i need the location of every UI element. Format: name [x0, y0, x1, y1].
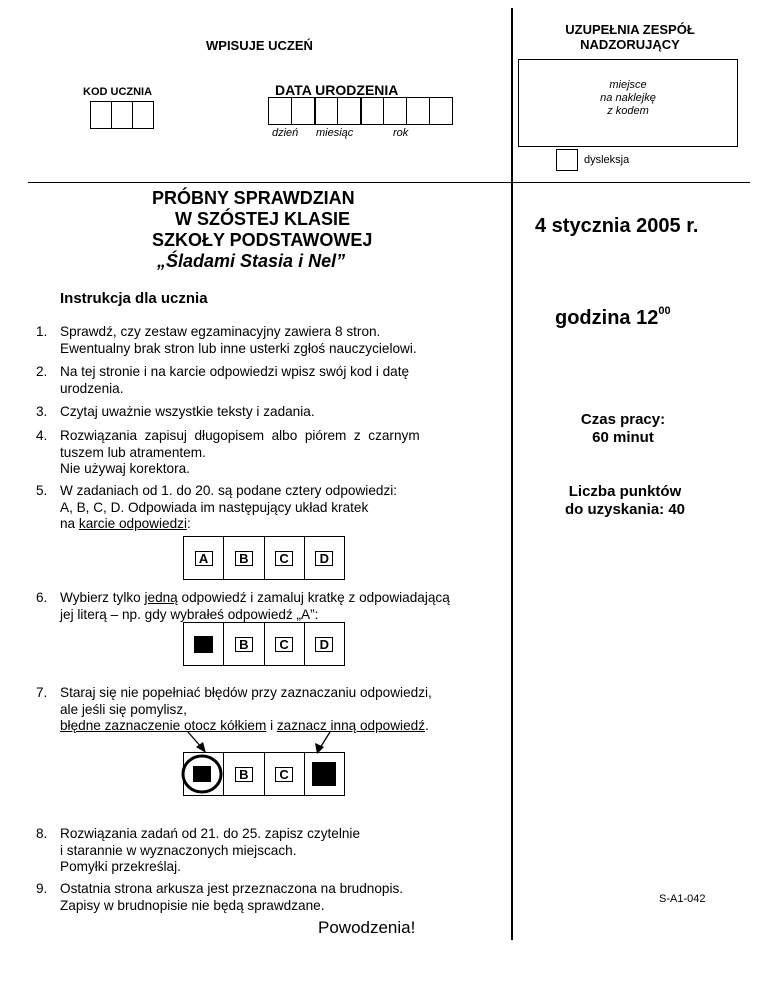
instruction-line: Ostatnia strona arkusza jest przeznaczona na brudnopis.: [60, 881, 404, 896]
instruction-number: 1.: [36, 324, 48, 339]
horizontal-divider: [28, 182, 750, 183]
filled-mark: [194, 636, 213, 653]
letter-d: D: [315, 551, 333, 566]
birth-date-label: DATA URODZENIA: [275, 82, 399, 98]
hour-superscript: 00: [658, 305, 671, 317]
instruction-line: Czytaj uważnie wszystkie teksty i zadania.: [60, 404, 315, 419]
instruction-line: A, B, C, D. Odpowiada im następujący układ kratek: [60, 499, 369, 515]
letter-d: D: [315, 637, 333, 652]
exam-date: 4 stycznia 2005 r.: [535, 215, 699, 237]
answer-cell-b: [224, 537, 264, 579]
answer-cell-c: [265, 537, 305, 579]
instruction-number: 7.: [36, 685, 48, 700]
instruction-line: Sprawdź, czy zestaw egzaminacyjny zawiera 8 stron.: [60, 324, 381, 339]
dyslexia-checkbox[interactable]: [556, 149, 578, 171]
good-luck-text: Powodzenia!: [318, 918, 416, 937]
instruction-line: Nie używaj korektora.: [60, 461, 190, 476]
filled-mark: [312, 762, 336, 786]
answer-example-marked: [183, 622, 345, 666]
answer-cell-c: [265, 753, 305, 795]
team-fills-label: UZUPEŁNIA ZESPÓŁ NADZORUJĄCY: [565, 22, 695, 52]
letter-c: C: [275, 637, 293, 652]
instruction-line: ale jeśli się pomylisz,: [60, 701, 187, 717]
answer-cell-a-filled: [184, 623, 224, 665]
dyslexia-label: dysleksja: [584, 154, 630, 166]
answer-cell-a-circled: [184, 753, 224, 795]
instruction-number: 6.: [36, 590, 48, 605]
answer-cell-d: [305, 537, 344, 579]
instruction-line: odpowiedź i zamaluj kratkę z odpowiadającą: [177, 590, 450, 605]
instruction-line: Rozwiązania zapisuj długopisem albo piórem z czarnym: [60, 428, 420, 443]
instruction-number: 4.: [36, 428, 48, 443]
arrow-down-right-icon: [315, 732, 330, 754]
instruction-line: Zapisy w brudnopisie nie będą sprawdzane.: [60, 897, 325, 913]
student-code-boxes[interactable]: [90, 101, 154, 129]
time-value: 60 minut: [592, 429, 654, 446]
title-line-2: W SZÓSTEJ KLASIE: [175, 209, 351, 229]
year-label: rok: [393, 127, 409, 139]
instruction-number: 5.: [36, 483, 48, 498]
answer-cell-d: [305, 623, 344, 665]
answer-cell-a: [184, 537, 224, 579]
instruction-line: Pomyłki przekreślaj.: [60, 859, 181, 874]
answer-cell-b: [224, 753, 264, 795]
instruction-line: Na tej stronie i na karcie odpowiedzi wpisz swój kod i datę: [60, 364, 410, 379]
answer-example-corrected: [183, 752, 345, 796]
instruction-punct: .: [425, 718, 429, 733]
instruction-line: Wybierz tylko: [60, 590, 145, 605]
points-value: do uzyskania: 40: [564, 501, 686, 518]
title-line-3: SZKOŁY PODSTAWOWEJ: [152, 230, 373, 250]
instruction-number: 8.: [36, 826, 48, 841]
instruction-line: Staraj się nie popełniać błędów przy zaznaczaniu odpowiedzi,: [60, 685, 432, 700]
instruction-line: Rozwiązania zadań od 21. do 25. zapisz czytelnie: [60, 826, 360, 841]
instruction-line: W zadaniach od 1. do 20. są podane cztery odpowiedzi:: [60, 483, 398, 498]
instruction-number: 3.: [36, 404, 48, 419]
title-line-1: PRÓBNY SPRAWDZIAN: [152, 188, 355, 208]
instruction-emphasis: jedną: [144, 590, 178, 605]
circle-correction-icon: [180, 753, 224, 795]
answer-card-link: karcie odpowiedzi: [78, 516, 187, 531]
title-line-4: „Śladami Stasia i Nel”: [157, 251, 346, 271]
instruction-emphasis: błędne zaznaczenie otocz kółkiem: [60, 718, 267, 733]
answer-cell-d-filled: [305, 753, 344, 795]
letter-c: C: [275, 551, 293, 566]
answer-cell-c: [265, 623, 305, 665]
instruction-line: jej literą – np. gdy wybrałeś odpowiedź „A”:: [60, 606, 319, 622]
sticker-box: [518, 59, 738, 147]
letter-b: B: [235, 551, 253, 566]
instruction-emphasis: zaznacz inną odpowiedź: [276, 718, 425, 733]
instructions-heading: Instrukcja dla ucznia: [60, 290, 208, 307]
time-block: [540, 411, 706, 447]
points-label: Liczba punktów: [568, 483, 682, 500]
student-code-label: KOD UCZNIA: [83, 86, 153, 98]
student-fills-label: WPISUJE UCZEŃ: [206, 38, 313, 53]
answer-example-empty: [183, 536, 345, 580]
instruction-punct: :: [186, 516, 191, 531]
instruction-line: i: [266, 718, 277, 733]
instruction-line: tuszem lub atramentem.: [60, 444, 206, 460]
birth-date-boxes[interactable]: [268, 97, 453, 125]
hour-value: godzina 12: [555, 307, 659, 329]
answer-cell-b: [224, 623, 264, 665]
exam-title: [152, 188, 372, 272]
day-label: dzień: [272, 127, 299, 139]
instruction-line: Ewentualny brak stron lub inne usterki zgłoś nauczycielowi.: [60, 340, 417, 356]
points-block: [535, 483, 715, 519]
arrow-down-left-icon: [188, 732, 206, 753]
letter-c: C: [275, 767, 293, 782]
month-label: miesiąc: [316, 127, 354, 139]
instruction-line: i starannie w wyznaczonych miejscach.: [60, 842, 297, 858]
exam-hour: [555, 305, 671, 330]
instruction-line: na: [60, 516, 79, 531]
time-label: Czas pracy:: [580, 411, 666, 428]
letter-b: B: [235, 637, 253, 652]
letter-a: A: [195, 551, 213, 566]
document-code: S-A1-042: [659, 893, 706, 905]
letter-b: B: [235, 767, 253, 782]
instruction-line: urodzenia.: [60, 380, 124, 396]
vertical-divider: [511, 8, 513, 940]
sticker-text: miejsce na naklejkę z kodem: [600, 79, 656, 117]
instruction-number: 2.: [36, 364, 48, 379]
instruction-number: 9.: [36, 881, 48, 896]
